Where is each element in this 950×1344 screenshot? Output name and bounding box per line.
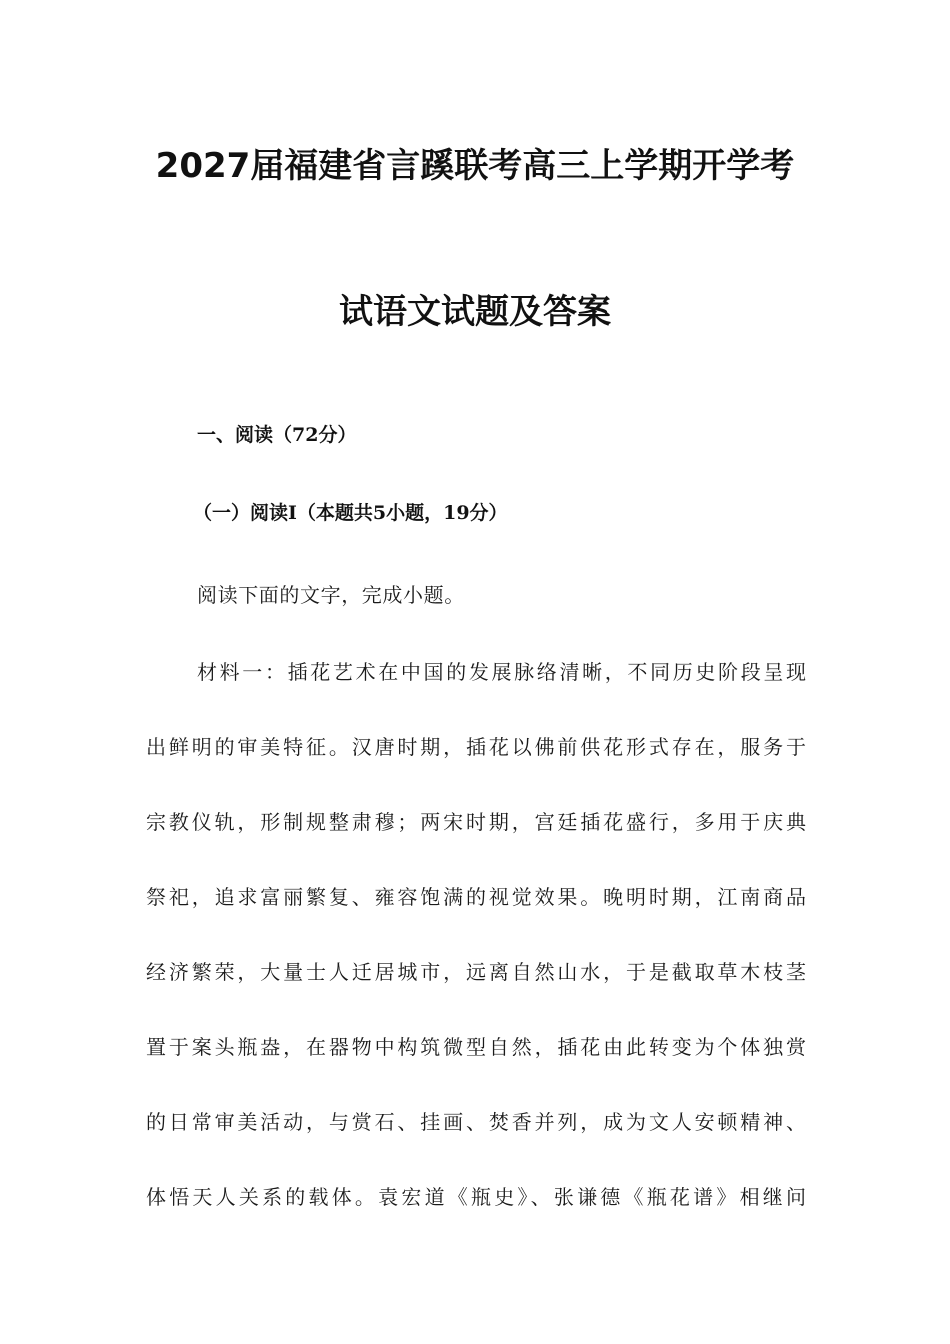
document-title-line-1: 2027届福建省言蹊联考高三上学期开学考: [155, 146, 795, 186]
instruction-text: 阅读下面的文字，完成小题。: [197, 583, 465, 607]
material-line: 体悟天人关系的载体。袁宏道《瓶史》、张谦德《瓶花谱》相继问: [146, 1185, 806, 1209]
section-heading: 一、阅读（72分）: [197, 424, 357, 446]
material-line: 祭祀，追求富丽繁复、雍容饱满的视觉效果。晚明时期，江南商品: [146, 885, 806, 909]
subsection-heading: （一）阅读Ⅰ（本题共5小题，19分）: [193, 502, 508, 524]
document-title-line-2: 试语文试题及答案: [339, 292, 611, 332]
material-line: 置于案头瓶盎，在器物中构筑微型自然，插花由此转变为个体独赏: [146, 1035, 806, 1059]
material-line: 经济繁荣，大量士人迁居城市，远离自然山水，于是截取草木枝茎: [146, 960, 806, 984]
material-line: 的日常审美活动，与赏石、挂画、焚香并列，成为文人安顿精神、: [146, 1110, 806, 1134]
material-line: 宗教仪轨，形制规整肃穆；两宋时期，宫廷插花盛行，多用于庆典: [146, 810, 806, 834]
material-line: 材料一：插花艺术在中国的发展脉络清晰，不同历史阶段呈现: [197, 660, 806, 684]
material-line: 出鲜明的审美特征。汉唐时期，插花以佛前供花形式存在，服务于: [146, 735, 806, 759]
